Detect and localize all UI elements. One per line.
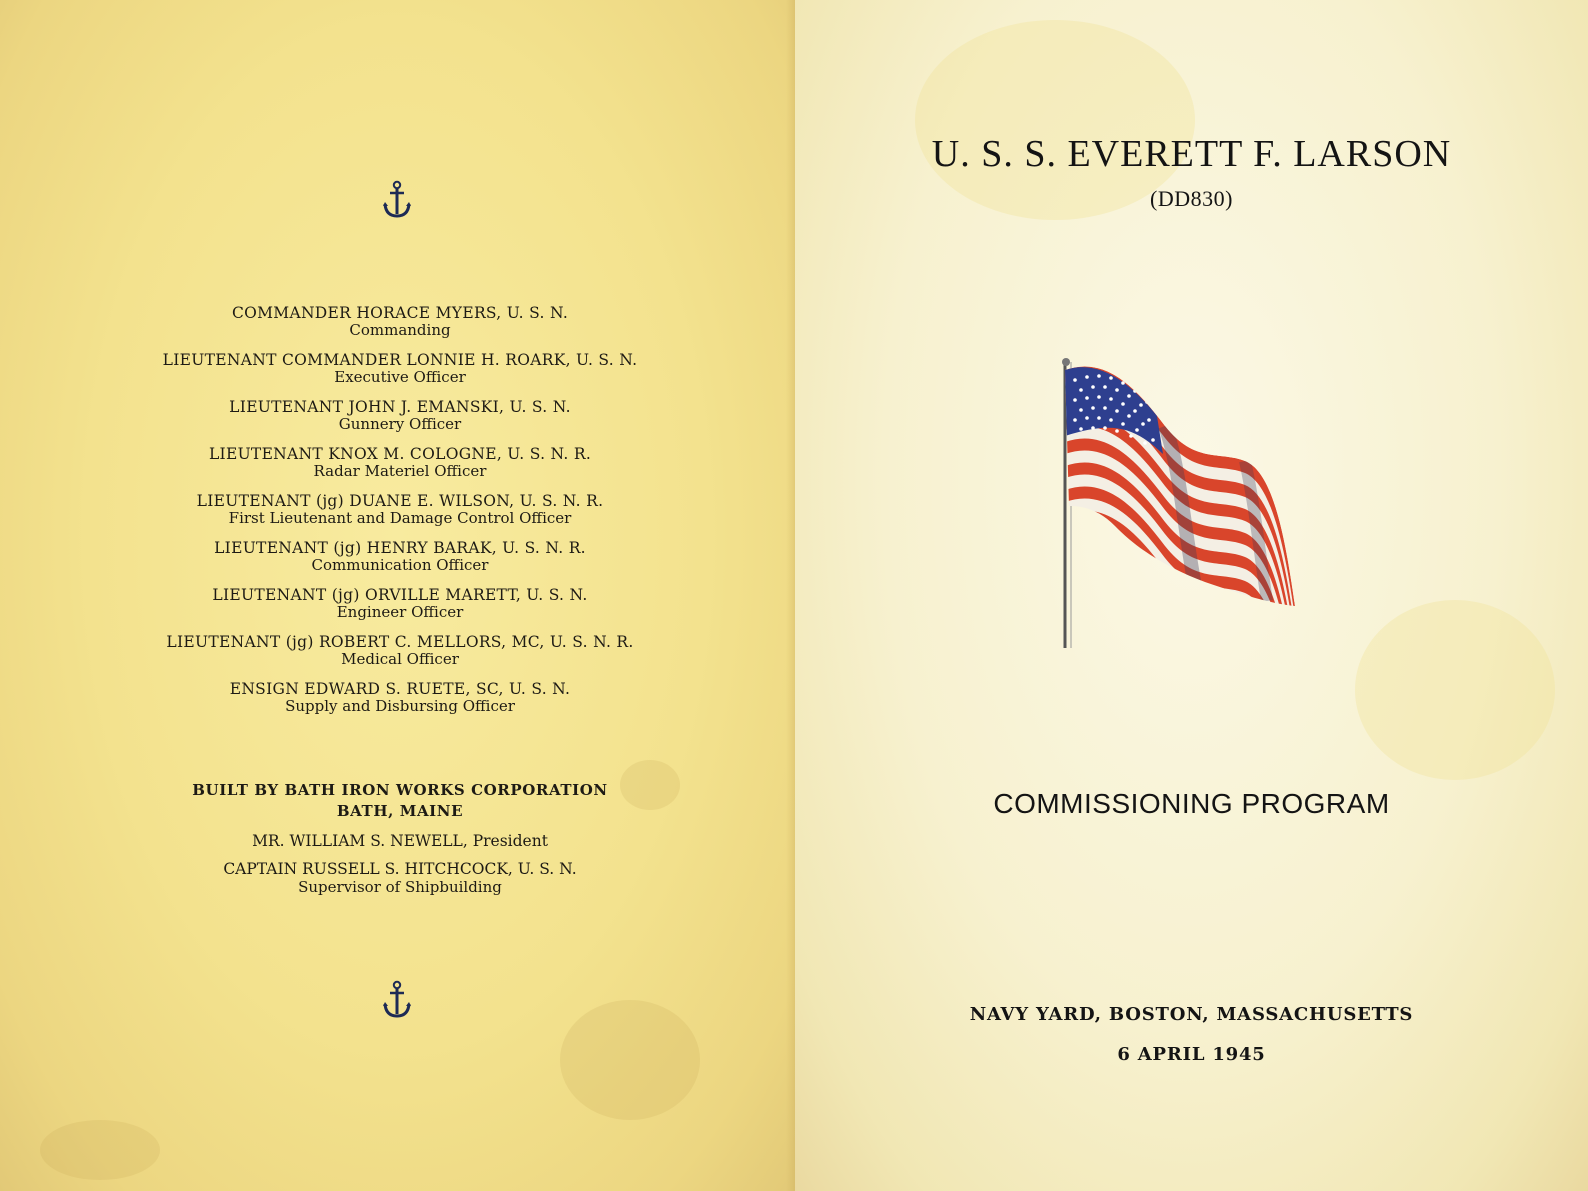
officer-role: Gunnery Officer bbox=[338, 415, 462, 433]
officer-entry bbox=[100, 445, 700, 480]
ship-title: U. S. S. EVERETT F. LARSON bbox=[931, 133, 1452, 175]
officer-name: LIEUTENANT COMMANDER LONNIE H. ROARK, U. S. N. bbox=[162, 351, 638, 369]
event-date: 6 APRIL 1945 bbox=[1117, 1044, 1266, 1065]
builder-company: BUILT BY BATH IRON WORKS CORPORATION bbox=[192, 781, 608, 799]
officer-name: LIEUTENANT (jg) ROBERT C. MELLORS, MC, U. S. N. R. bbox=[166, 633, 634, 651]
anchor-icon bbox=[380, 180, 414, 220]
american-flag-icon bbox=[1045, 356, 1335, 656]
hull-number: (DD830) bbox=[1150, 186, 1233, 211]
officer-role: First Lieutenant and Damage Control Officer bbox=[228, 509, 572, 527]
officer-entry bbox=[100, 304, 700, 339]
officer-name: COMMANDER HORACE MYERS, U. S. N. bbox=[231, 304, 569, 322]
officer-role: Supply and Disbursing Officer bbox=[285, 697, 515, 715]
event-location: NAVY YARD, BOSTON, MASSACHUSETTS bbox=[969, 1004, 1414, 1025]
builder-supervisor bbox=[100, 860, 700, 896]
officer-entry bbox=[100, 680, 700, 715]
officer-role: Communication Officer bbox=[311, 556, 489, 574]
president-name: MR. WILLIAM S. NEWELL, President bbox=[252, 832, 548, 850]
supervisor-name: CAPTAIN RUSSELL S. HITCHCOCK, U. S. N. bbox=[223, 860, 577, 878]
paper-stain bbox=[560, 1000, 700, 1120]
right-page bbox=[795, 0, 1588, 1191]
officer-role: Executive Officer bbox=[334, 368, 466, 386]
officer-role: Radar Materiel Officer bbox=[313, 462, 487, 480]
supervisor-role: Supervisor of Shipbuilding bbox=[298, 878, 502, 896]
anchor-icon bbox=[380, 980, 414, 1020]
builder-block bbox=[100, 780, 700, 896]
officer-name: LIEUTENANT JOHN J. EMANSKI, U. S. N. bbox=[229, 398, 571, 416]
program-title: COMMISSIONING PROGRAM bbox=[993, 788, 1390, 819]
officer-name: LIEUTENANT (jg) HENRY BARAK, U. S. N. R. bbox=[214, 539, 586, 557]
officer-role: Commanding bbox=[349, 321, 451, 339]
officer-name: LIEUTENANT KNOX M. COLOGNE, U. S. N. R. bbox=[208, 445, 592, 463]
officer-roster bbox=[100, 304, 700, 727]
officer-name: ENSIGN EDWARD S. RUETE, SC, U. S. N. bbox=[229, 680, 571, 698]
officer-role: Engineer Officer bbox=[336, 603, 464, 621]
officer-entry bbox=[100, 398, 700, 433]
officer-name: LIEUTENANT (jg) DUANE E. WILSON, U. S. N. R. bbox=[196, 492, 604, 510]
builder-location: BATH, MAINE bbox=[336, 802, 464, 820]
officer-entry bbox=[100, 539, 700, 574]
paper-stain bbox=[1355, 600, 1555, 780]
officer-name: LIEUTENANT (jg) ORVILLE MARETT, U. S. N. bbox=[212, 586, 588, 604]
officer-role: Medical Officer bbox=[341, 650, 459, 668]
officer-entry bbox=[100, 492, 700, 527]
builder-president bbox=[100, 832, 700, 850]
officer-entry bbox=[100, 351, 700, 386]
paper-stain bbox=[40, 1120, 160, 1180]
officer-entry bbox=[100, 586, 700, 621]
officer-entry bbox=[100, 633, 700, 668]
